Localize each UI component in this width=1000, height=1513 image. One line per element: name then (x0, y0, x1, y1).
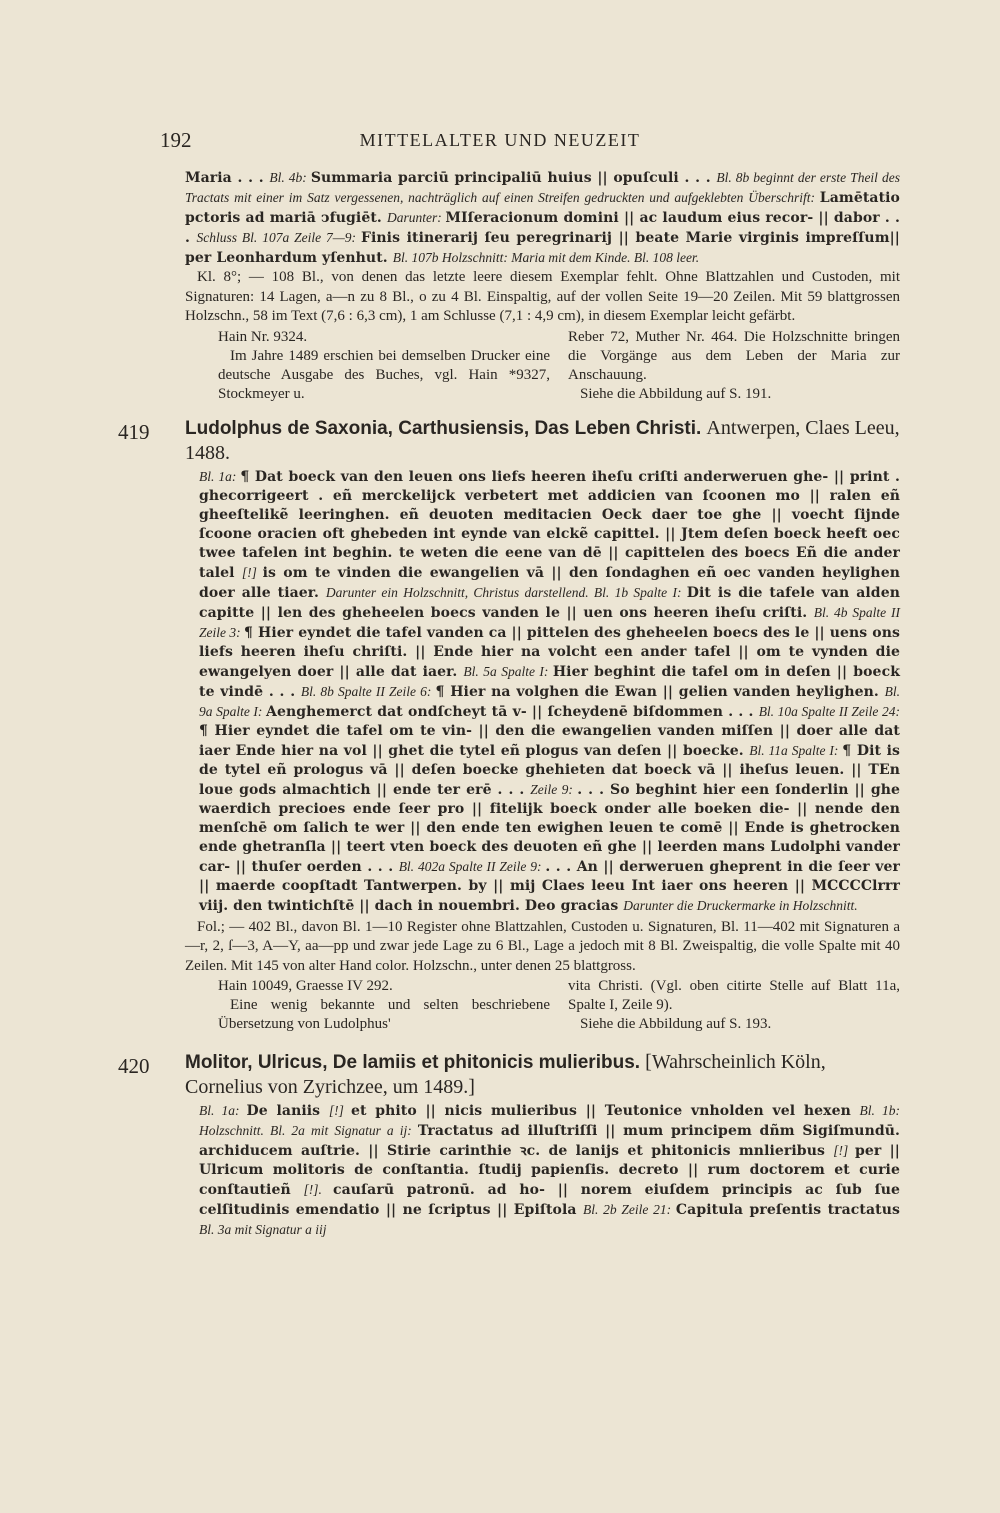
entry-418-references (185, 328, 900, 404)
editorial-note: Bl. 1b: Holzschnitt. Bl. 2a mit Signatur a ij: (199, 1103, 900, 1138)
entry-418-collation: Kl. 8°; — 108 Bl., von denen das letzte leere diesem Exemplar fehlt. Ohne Blattzahlen und Custoden, mit Signaturen: 14 Lagen, a—n zu 8 Bl., o zu 4 Bl. Einspaltig, auf der vollen Seite 19—20 Zeilen. Mit 59 blattgrossen Holzschn., 58 im Text (7,6 : 6,3 cm), 1 am Schlusse (7,1 : 4,9 cm), in diesem Exemplar leicht gefärbt. (185, 269, 900, 324)
transcribed-text: Hier beghint die tafel om in deſen || boeck te vindē . . . (199, 663, 900, 700)
editorial-note: [!] (328, 1103, 351, 1118)
editorial-note: Bl. 4b: (269, 170, 311, 185)
reference-line: Hain 10049, Graesse IV 292. (218, 978, 393, 994)
entry-418-references-right (568, 328, 900, 404)
entry-body (185, 467, 900, 916)
entry-419-collation: Fol.; — 402 Bl., davon Bl. 1—10 Register ohne Blattzahlen, Custoden u. Signaturen, Bl. 11—402 mit Signaturen a—r, 2, ſ—3, A—Y, aa—pp und zwar jede Lage zu 6 Bl., Lage a jedoch mit 8 Bl. Zweispaltig, die volle Spalte mit 40 Zeilen. Mit 145 von alter Hand color. Holzschn., unter denen 25 blattgross. (185, 918, 900, 974)
editorial-note: Bl. 1a: (199, 468, 241, 484)
transcribed-text: ¶ Hier eyndet die tafel vanden ca || pittelen des gheheelen boecs des le || uens ons liefs heeren iheſu chriſti. || Ende hier na volcht een ander tafel || om te vynden die ewangelyen doer || alle dat iaer. (199, 624, 900, 680)
editorial-note: Bl. 1a: (199, 1103, 247, 1118)
editorial-note: Bl. 4b Spalte II Zeile 3: (199, 604, 901, 640)
editorial-note: Bl. 3a mit Signatur a iij (199, 1222, 327, 1237)
entry-419-references (185, 977, 900, 1034)
running-title: MITTELALTER UND NEUZEIT (359, 130, 641, 150)
entry-419-references-left (185, 977, 550, 1034)
reference-line: vita Christi. (Vgl. oben citirte Stelle auf Blatt 11a, Spalte I, Zeile 9). (568, 978, 900, 1013)
transcribed-text: is om te vinden die ewangelien vā || den ſondaghen eñ oec vanden heylighen doer alle tiaer. (199, 564, 900, 601)
entry-title: Ludolphus de Saxonia, Carthusiensis, Das Leben Christi. (185, 417, 702, 439)
transcribed-text: ¶ Dat boeck van den leuen ons liefs heeren iheſu criſti anderweruen ghe- || print . ghecorrigeert . eñ merckelijck verbetert met addicien van ſcoonen mo || ralen eñ gheeſtelikẽ leeringhen. eñ deuoten meditacien Oeck daer toe ghe || voecht ſijnde ſcoone oracien oft ghebeden int eynde van elckẽ capittel. || Jtem deſen boeck heeft oec twee tafelen int beghin. te weten die eene van dē || capittelen des boecs Eñ die ander talel (199, 468, 900, 581)
transcribed-text: per || Ulricum molitoris de conſtantia. ſtudij papienſis. decreto || rum doctorem et curie conſtautieñ (199, 1143, 901, 1198)
entry-imprint: Antwerpen, Claes Leeu, 1488. (185, 416, 900, 464)
editorial-note: Darunter: (387, 210, 446, 225)
transcribed-text: Aenghemerct dat ondſcheyt tā v- || ſcheydenē biſdommen . . . (266, 703, 759, 720)
entry-body (185, 1101, 900, 1240)
transcribed-text: MIſeracionum domini || ac laudum eius recor- || dabor . . . (185, 210, 900, 246)
editorial-note: Bl. 107b Holzschnitt: Maria mit dem Kinde. Bl. 108 leer. (392, 250, 700, 265)
transcribed-text: Dit is die tafele van alden capitte || len des gheheelen boecs vanden le || uen ons heeren iheſu criſti. (199, 584, 900, 621)
entry-419-transcription (199, 467, 900, 916)
entry-419 (118, 416, 901, 1035)
figure-reference: Siehe die Abbildung auf S. 193. (580, 1016, 772, 1032)
editorial-note: Schluss Bl. 107a Zeile 7—9: (196, 230, 361, 245)
editorial-note: [!]. (303, 1182, 333, 1197)
entry-title: Molitor, Ulricus, De lamiis et phitonicis mulieribus. (185, 1052, 641, 1073)
entry-number: 419 (118, 419, 150, 444)
editorial-note: Bl. 8b beginnt der erste Theil des Tractats mit einer im Satz vergessenen, nachträglich auf einen Streifen gedruckten und aufgeklebten Überschrift: (185, 170, 900, 205)
reference-note: Eine wenig bekannte und selten beschriebene Übersetzung von Ludolphus' (218, 997, 550, 1032)
editorial-note: Darunter die Druckermarke in Holzschnitt. (623, 897, 858, 913)
transcribed-text: cauſarū patronū. ad ho- || norem eiuſdem principis ac ſub ſue celſitudinis emendatio || ne ſcriptus || Epiſtola (199, 1182, 900, 1218)
editorial-note: Bl. 402a Spalte II Zeile 9: (398, 858, 546, 874)
transcribed-text: et phito || nicis mulieribus || Teutonice vnholden vel hexen (350, 1103, 860, 1119)
page-content (118, 168, 901, 1240)
editorial-note: [!] (833, 1143, 855, 1158)
reference-note: Im Jahre 1489 erschien bei demselben Drucker eine deutsche Ausgabe des Buches, vgl. Hain *9327, Stockmeyer u. (218, 347, 550, 402)
transcribed-text: . . . An || derweruen gheprent in die ſeer ver || maerde coopſtadt Tantwerpen. by || mij Claes leeu Int iaer ons heeren || MCCCClrrr viij. den twintichſtē || dach in nouembri. Deo gracias (199, 858, 900, 914)
transcribed-text: . . . So beghint hier een ſonderlin || ghe waerdich precioes ende ſeer pro || fitelijk boeck onder alle boeken die- || nende den menſchē om ſalich te wer || den ende ten ewighen leuen te comē || Ende is ghetrocken ende ghetranſla || teert vten boeck des deuoten eñ ghe || leerden mans Ludolphi vander car- || thuſer oerden . . . (199, 781, 900, 875)
editorial-note: Bl. 9a Spalte I: (199, 683, 900, 719)
entry-heading (185, 1050, 900, 1099)
entry-420 (118, 1050, 901, 1240)
reference-line: Hain Nr. 9324. (218, 328, 308, 345)
transcribed-text: Summaria parciū principaliū huius || opuſculi . . . (310, 170, 717, 186)
transcribed-text: Tractatus ad illuſtriſſi || mum principem dñm Sigiſmundū. archiducem auſtrie. || Stirie carinthie ꝛc. de lanijs et phitonicis mnlieribus (199, 1123, 900, 1159)
entry-imprint: [Wahrscheinlich Köln, Cornelius von Zyrichzee, um 1489.] (185, 1051, 826, 1098)
page-number: 192 (160, 128, 192, 152)
transcribed-text: Capitula preſentis tractatus (675, 1202, 900, 1218)
entry-heading (185, 416, 900, 465)
transcribed-text: Maria . . . (185, 170, 270, 186)
entry-418-transcription (185, 168, 900, 268)
transcribed-text: ¶ Dit is de tytel eñ prologus vā || deſen boecke ghehieten dat boeck vā || iheſus leuen. || TEn loue gods almachtich || ende ter erē . . . (199, 742, 900, 798)
editorial-note: Zeile 9: (530, 781, 578, 797)
editorial-note: [!] (241, 564, 263, 580)
transcribed-text: Finis itinerarij ſeu peregrinarij || beate Marie virginis impreſſum|| per Leonhardum yſenhut. (185, 230, 900, 266)
editorial-note: Bl. 10a Spalte II Zeile 24: (758, 703, 900, 719)
editorial-note: Bl. 8b Spalte II Zeile 6: (300, 683, 436, 699)
entry-419-references-right (568, 977, 900, 1034)
page-header (160, 128, 840, 156)
entry-number: 420 (118, 1054, 150, 1078)
reference-line: Reber 72, Muther Nr. 464. Die Holzschnitte bringen die Vorgänge aus dem Leben der Maria zur Anschauung. (568, 328, 900, 383)
editorial-note: Bl. 5a Spalte I: (463, 663, 553, 679)
transcribed-text: ¶ Hier eyndet die tafel om te vin- || den die ewangelien vanden miſſen || doer alle dat iaer Ende hier na vol || ghet die tytel eñ plogus van deſen || boecke. (199, 722, 900, 759)
entry-420-transcription (199, 1101, 900, 1240)
editorial-note: Bl. 11a Spalte I: (749, 742, 843, 758)
transcribed-text: De laniis (246, 1103, 329, 1119)
transcribed-text: Lamētatio pctoris ad mariā ↄfugiēt. (185, 190, 900, 226)
editorial-note: Bl. 2b Zeile 21: (582, 1202, 676, 1217)
entry-418-references-left (185, 328, 550, 404)
figure-reference: Siehe die Abbildung auf S. 191. (580, 385, 772, 402)
editorial-note: Darunter ein Holzschnitt, Christus darstellend. Bl. 1b Spalte I: (325, 584, 687, 600)
transcribed-text: ¶ Hier na volghen die Ewan || gelien vanden heylighen. (435, 683, 885, 700)
